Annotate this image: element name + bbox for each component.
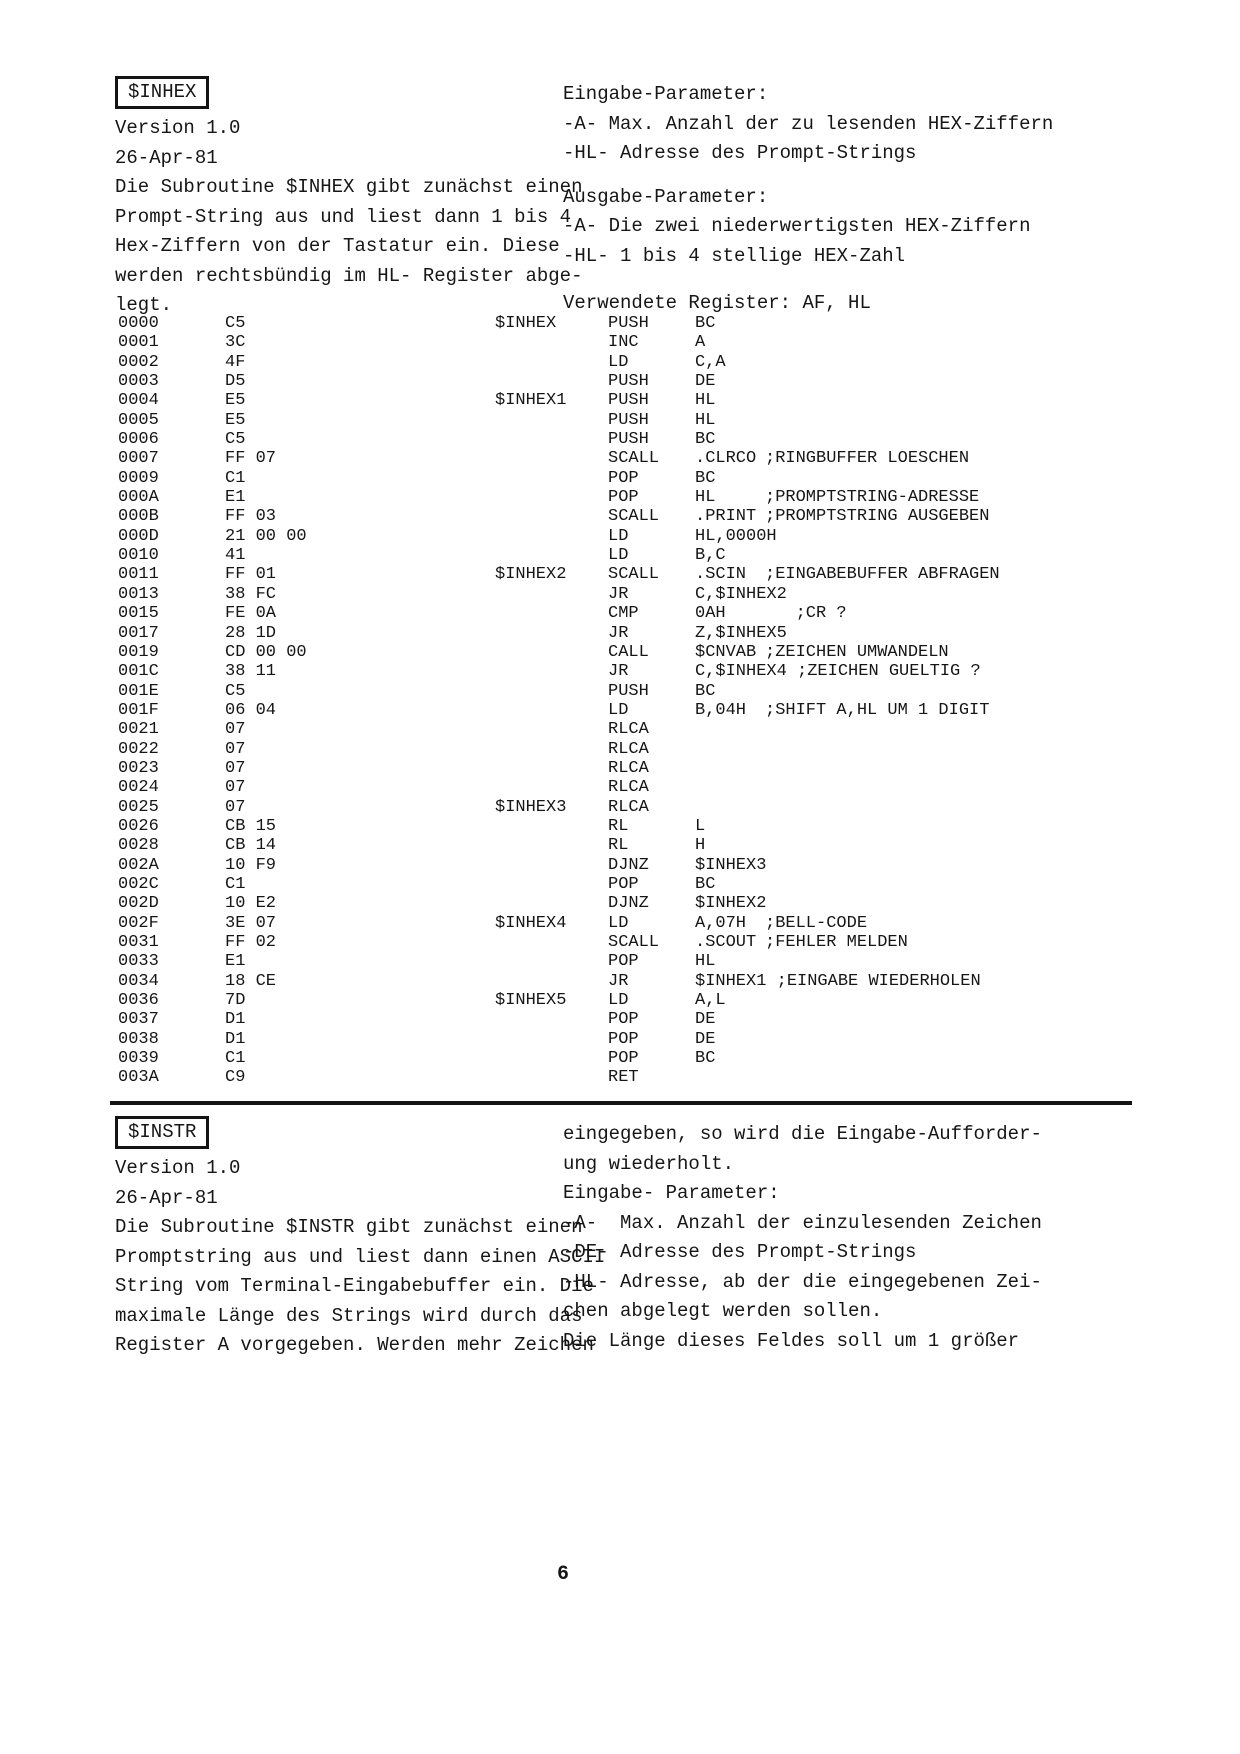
listing-row	[118, 469, 1178, 488]
address-cell: 0000	[118, 314, 159, 333]
listing-row	[118, 391, 1178, 410]
instr-right-line: -HL- Adresse, ab der die eingegebenen Zei-	[563, 1270, 1042, 1293]
operand-cell: BC	[695, 430, 716, 450]
operand-cell: Z,$INHEX5	[695, 623, 787, 643]
mnemonic-cell: POP	[608, 468, 639, 488]
listing-row	[118, 333, 1178, 352]
instr-date: 26-Apr-81	[115, 1186, 218, 1209]
opcode-bytes-cell: C5	[225, 430, 246, 450]
mnemonic-cell: LD	[608, 991, 629, 1011]
mnemonic-cell: POP	[608, 952, 639, 972]
listing-row	[118, 372, 1178, 391]
operand-cell: .SCIN	[695, 565, 747, 585]
spacer	[563, 271, 1163, 289]
operand-cell: HL,0000H	[695, 526, 777, 546]
mnemonic-cell: RLCA	[608, 720, 649, 740]
address-cell: 002D	[118, 894, 159, 914]
address-cell: 000B	[118, 507, 159, 527]
listing-row	[118, 856, 1178, 875]
operand-cell: A	[695, 333, 706, 353]
opcode-bytes-cell: 07	[225, 797, 246, 817]
inhex-title-box	[115, 76, 209, 109]
opcode-bytes-cell: 3E 07	[225, 913, 277, 933]
mnemonic-cell: JR	[608, 623, 629, 643]
address-cell: 0036	[118, 991, 159, 1011]
address-cell: 0004	[118, 391, 159, 411]
instr-description-line: maximale Länge des Strings wird durch das	[115, 1304, 583, 1327]
instr-right-line: ung wiederholt.	[563, 1152, 735, 1175]
mnemonic-cell: RL	[608, 836, 629, 856]
address-cell: 0031	[118, 933, 159, 952]
listing-row	[118, 952, 1178, 971]
opcode-bytes-cell: C5	[225, 314, 246, 333]
comment-cell: ;ZEICHEN UMWANDELN	[765, 642, 949, 662]
inhex-output-param-line: -HL- 1 bis 4 stellige HEX-Zahl	[563, 244, 906, 267]
opcode-bytes-cell: 10 E2	[225, 894, 277, 914]
inhex-description-line: Prompt-String aus und liest dann 1 bis 4	[115, 205, 572, 228]
listing-row	[118, 759, 1178, 778]
mnemonic-cell: POP	[608, 488, 639, 508]
operand-cell: BC	[695, 1049, 716, 1069]
instr-header-right	[563, 1120, 1163, 1356]
opcode-bytes-cell: E1	[225, 952, 246, 972]
operand-cell: A,07H	[695, 913, 747, 933]
mnemonic-cell: INC	[608, 333, 639, 353]
instr-description	[115, 1213, 615, 1361]
instr-right-line: -A- Max. Anzahl der einzulesenden Zeichen	[563, 1211, 1042, 1234]
opcode-bytes-cell: C5	[225, 681, 246, 701]
listing-row	[118, 740, 1178, 759]
inhex-title: $INHEX	[128, 81, 197, 103]
operand-cell: $CNVAB	[695, 642, 757, 662]
mnemonic-cell: PUSH	[608, 410, 649, 430]
instr-title: $INSTR	[128, 1121, 197, 1143]
listing-row	[118, 972, 1178, 991]
address-cell: 0007	[118, 449, 159, 469]
mnemonic-cell: RLCA	[608, 778, 649, 798]
listing-row	[118, 430, 1178, 449]
inhex-description-line: Hex-Ziffern von der Tastatur ein. Diese	[115, 235, 560, 257]
address-cell: 0015	[118, 604, 159, 624]
listing-row	[118, 720, 1178, 739]
operand-cell: BC	[695, 874, 716, 894]
mnemonic-cell: POP	[608, 1010, 639, 1030]
operand-cell: H	[695, 836, 706, 856]
mnemonic-cell: SCALL	[608, 565, 660, 585]
mnemonic-cell: RLCA	[608, 758, 649, 778]
address-cell: 002F	[118, 913, 159, 933]
address-cell: 0033	[118, 952, 159, 972]
mnemonic-cell: DJNZ	[608, 894, 649, 914]
mnemonic-cell: LD	[608, 352, 629, 372]
address-cell: 0023	[118, 758, 159, 778]
listing-row	[118, 353, 1178, 372]
opcode-bytes-cell: C1	[225, 874, 246, 894]
address-cell: 000D	[118, 526, 159, 546]
spacer	[563, 169, 1163, 183]
comment-cell: ;PROMPTSTRING-ADRESSE	[765, 488, 980, 508]
operand-cell: BC	[695, 468, 716, 488]
listing-row	[118, 643, 1178, 662]
operand-cell: BC	[695, 681, 716, 701]
instr-description-line: Promptstring aus und liest dann einen ASCII	[115, 1245, 606, 1268]
listing-row	[118, 507, 1178, 526]
opcode-bytes-cell: 38 11	[225, 662, 277, 682]
opcode-bytes-cell: C1	[225, 468, 246, 488]
listing-row	[118, 778, 1178, 797]
comment-cell: ;FEHLER MELDEN	[765, 933, 908, 952]
opcode-bytes-cell: 07	[225, 739, 246, 759]
comment-cell: ;EINGABE WIEDERHOLEN	[776, 971, 981, 991]
comment-cell: ;CR ?	[765, 604, 847, 624]
section-divider	[110, 1101, 1132, 1105]
operand-cell: A,L	[695, 991, 726, 1011]
mnemonic-cell: LD	[608, 700, 629, 720]
opcode-bytes-cell: 38 FC	[225, 584, 277, 604]
inhex-output-params	[563, 212, 1163, 271]
inhex-description-line: werden rechtsbündig im HL- Register abge-	[115, 264, 583, 287]
mnemonic-cell: PUSH	[608, 430, 649, 450]
address-cell: 002C	[118, 874, 159, 894]
listing-row	[118, 624, 1178, 643]
address-cell: 0011	[118, 565, 159, 585]
mnemonic-cell: LD	[608, 526, 629, 546]
inhex-input-params-header: Eingabe-Parameter:	[563, 83, 769, 105]
listing-row	[118, 1068, 1178, 1087]
inhex-header-right	[563, 80, 1163, 319]
listing-row	[118, 914, 1178, 933]
address-cell: 001E	[118, 681, 159, 701]
mnemonic-cell: CMP	[608, 604, 639, 624]
opcode-bytes-cell: E1	[225, 488, 246, 508]
address-cell: 0021	[118, 720, 159, 740]
address-cell: 001C	[118, 662, 159, 682]
address-cell: 0038	[118, 1029, 159, 1049]
mnemonic-cell: RL	[608, 816, 629, 836]
listing-row	[118, 701, 1178, 720]
listing-row	[118, 836, 1178, 855]
listing-row	[118, 875, 1178, 894]
opcode-bytes-cell: 07	[225, 778, 246, 798]
address-cell: 0037	[118, 1010, 159, 1030]
instr-right-line: Eingabe- Parameter:	[563, 1182, 780, 1204]
opcode-bytes-cell: 4F	[225, 352, 246, 372]
listing-row	[118, 585, 1178, 604]
mnemonic-cell: JR	[608, 584, 629, 604]
operand-cell: B,04H	[695, 700, 747, 720]
address-cell: 0006	[118, 430, 159, 450]
instr-header-left	[115, 1116, 615, 1361]
label-cell: $INHEX4	[495, 913, 567, 933]
comment-cell: ;RINGBUFFER LOESCHEN	[765, 449, 970, 469]
mnemonic-cell: SCALL	[608, 507, 660, 527]
operand-cell: HL	[695, 391, 716, 411]
listing-row	[118, 527, 1178, 546]
mnemonic-cell: DJNZ	[608, 855, 649, 875]
address-cell: 0009	[118, 468, 159, 488]
mnemonic-cell: RET	[608, 1068, 639, 1088]
mnemonic-cell: RLCA	[608, 739, 649, 759]
operand-cell: HL	[695, 488, 716, 508]
operand-cell: 0AH	[695, 604, 726, 624]
opcode-bytes-cell: CB 14	[225, 836, 277, 856]
mnemonic-cell: SCALL	[608, 933, 660, 952]
opcode-bytes-cell: 07	[225, 720, 246, 740]
opcode-bytes-cell: D5	[225, 372, 246, 392]
opcode-bytes-cell: FF 07	[225, 449, 277, 469]
instr-right-line: chen abgelegt werden sollen.	[563, 1300, 883, 1322]
label-cell: $INHEX2	[495, 565, 567, 585]
opcode-bytes-cell: FF 02	[225, 933, 277, 952]
label-cell: $INHEX5	[495, 991, 567, 1011]
mnemonic-cell: POP	[608, 1049, 639, 1069]
operand-cell: C,$INHEX2	[695, 584, 787, 604]
comment-cell: ;BELL-CODE	[765, 913, 868, 933]
instr-description-line: String vom Terminal-Eingabebuffer ein. Die	[115, 1275, 594, 1297]
inhex-description	[115, 173, 615, 321]
inhex-description-line: legt.	[115, 294, 173, 316]
listing-row	[118, 682, 1178, 701]
instr-version: Version 1.0	[115, 1157, 241, 1179]
address-cell: 0034	[118, 971, 159, 991]
operand-cell: HL	[695, 410, 716, 430]
listing-row	[118, 449, 1178, 468]
opcode-bytes-cell: 07	[225, 758, 246, 778]
mnemonic-cell: PUSH	[608, 314, 649, 333]
inhex-date: 26-Apr-81	[115, 146, 218, 169]
address-cell: 0024	[118, 778, 159, 798]
mnemonic-cell: PUSH	[608, 391, 649, 411]
label-cell: $INHEX3	[495, 797, 567, 817]
operand-cell: $INHEX2	[695, 894, 767, 914]
operand-cell: C,A	[695, 352, 726, 372]
inhex-output-param-line: -A- Die zwei niederwertigsten HEX-Ziffern	[563, 215, 1031, 237]
opcode-bytes-cell: E5	[225, 410, 246, 430]
listing-row	[118, 1049, 1178, 1068]
inhex-input-param-line: -A- Max. Anzahl der zu lesenden HEX-Ziffern	[563, 112, 1054, 135]
opcode-bytes-cell: 21 00 00	[225, 526, 307, 546]
listing-row	[118, 798, 1178, 817]
instr-right-line: Die Länge dieses Feldes soll um 1 größer	[563, 1329, 1020, 1352]
address-cell: 0026	[118, 816, 159, 836]
listing-row	[118, 546, 1178, 565]
listing-row	[118, 1010, 1178, 1029]
operand-cell: DE	[695, 1010, 716, 1030]
inhex-input-param-line: -HL- Adresse des Prompt-Strings	[563, 142, 917, 164]
page-number: 6	[556, 1563, 569, 1586]
opcode-bytes-cell: 28 1D	[225, 623, 277, 643]
opcode-bytes-cell: FF 03	[225, 507, 277, 527]
label-cell: $INHEX1	[495, 391, 567, 411]
comment-cell: ;EINGABEBUFFER ABFRAGEN	[765, 565, 1000, 585]
comment-cell: ;SHIFT A,HL UM 1 DIGIT	[765, 700, 990, 720]
listing-row	[118, 488, 1178, 507]
opcode-bytes-cell: D1	[225, 1010, 246, 1030]
opcode-bytes-cell: 7D	[225, 991, 246, 1011]
address-cell: 0010	[118, 546, 159, 566]
address-cell: 002A	[118, 855, 159, 875]
address-cell: 0039	[118, 1049, 159, 1069]
address-cell: 0028	[118, 836, 159, 856]
mnemonic-cell: JR	[608, 662, 629, 682]
instr-description-line: Register A vorgegeben. Werden mehr Zeichen	[115, 1334, 594, 1356]
address-cell: 0003	[118, 372, 159, 392]
listing-row	[118, 991, 1178, 1010]
opcode-bytes-cell: 06 04	[225, 700, 277, 720]
operand-cell: DE	[695, 1029, 716, 1049]
address-cell: 003A	[118, 1068, 159, 1088]
inhex-description-line: Die Subroutine $INHEX gibt zunächst einen	[115, 176, 583, 198]
label-cell: $INHEX	[495, 314, 557, 333]
address-cell: 0005	[118, 410, 159, 430]
operand-cell: $INHEX1	[695, 971, 777, 991]
operand-cell: .CLRCO	[695, 449, 757, 469]
mnemonic-cell: PUSH	[608, 681, 649, 701]
listing-row	[118, 817, 1178, 836]
instr-right-line: eingegeben, so wird die Eingabe-Aufforder-	[563, 1123, 1042, 1145]
address-cell: 0013	[118, 584, 159, 604]
inhex-output-params-header: Ausgabe-Parameter:	[563, 185, 769, 208]
operand-cell: HL	[695, 952, 716, 972]
address-cell: 0019	[118, 642, 159, 662]
listing-row	[118, 411, 1178, 430]
inhex-input-params	[563, 110, 1163, 169]
mnemonic-cell: SCALL	[608, 449, 660, 469]
address-cell: 000A	[118, 488, 159, 508]
mnemonic-cell: LD	[608, 546, 629, 566]
operand-cell: L	[695, 816, 706, 836]
operand-cell: C,$INHEX4	[695, 662, 798, 682]
opcode-bytes-cell: E5	[225, 391, 246, 411]
listing-row	[118, 314, 1178, 333]
inhex-header-left	[115, 76, 615, 321]
comment-cell: ;PROMPTSTRING AUSGEBEN	[765, 507, 990, 527]
inhex-version: Version 1.0	[115, 117, 241, 139]
operand-cell: .SCOUT	[695, 933, 757, 952]
mnemonic-cell: LD	[608, 913, 629, 933]
opcode-bytes-cell: D1	[225, 1029, 246, 1049]
listing-row	[118, 933, 1178, 952]
operand-cell: $INHEX3	[695, 855, 767, 875]
operand-cell: B,C	[695, 546, 726, 566]
opcode-bytes-cell: 41	[225, 546, 246, 566]
opcode-bytes-cell: FE 0A	[225, 604, 277, 624]
mnemonic-cell: RLCA	[608, 797, 649, 817]
opcode-bytes-cell: 18 CE	[225, 971, 277, 991]
address-cell: 001F	[118, 700, 159, 720]
opcode-bytes-cell: C1	[225, 1049, 246, 1069]
instr-title-box	[115, 1116, 209, 1149]
instr-description-line: Die Subroutine $INSTR gibt zunächst einen	[115, 1216, 583, 1238]
listing-row	[118, 604, 1178, 623]
opcode-bytes-cell: 10 F9	[225, 855, 277, 875]
mnemonic-cell: POP	[608, 874, 639, 894]
operand-cell: DE	[695, 372, 716, 392]
operand-cell: .PRINT	[695, 507, 757, 527]
address-cell: 0001	[118, 333, 159, 353]
address-cell: 0022	[118, 739, 159, 759]
operand-cell: BC	[695, 314, 716, 333]
address-cell: 0002	[118, 352, 159, 372]
address-cell: 0017	[118, 623, 159, 643]
opcode-bytes-cell: FF 01	[225, 565, 277, 585]
listing-row	[118, 1030, 1178, 1049]
instr-right-line: -DE- Adresse des Prompt-Strings	[563, 1241, 917, 1263]
listing-row	[118, 565, 1178, 584]
address-cell: 0025	[118, 797, 159, 817]
opcode-bytes-cell: CB 15	[225, 816, 277, 836]
listing-row	[118, 894, 1178, 913]
opcode-bytes-cell: CD 00 00	[225, 642, 307, 662]
opcode-bytes-cell: 3C	[225, 333, 246, 353]
mnemonic-cell: POP	[608, 1029, 639, 1049]
assembly-listing	[118, 314, 1178, 1088]
mnemonic-cell: CALL	[608, 642, 649, 662]
mnemonic-cell: JR	[608, 971, 629, 991]
comment-cell: ;ZEICHEN GUELTIG ?	[797, 662, 981, 682]
inhex-registers-used: Verwendete Register: AF, HL	[563, 292, 871, 314]
mnemonic-cell: PUSH	[608, 372, 649, 392]
opcode-bytes-cell: C9	[225, 1068, 246, 1088]
listing-row	[118, 662, 1178, 681]
